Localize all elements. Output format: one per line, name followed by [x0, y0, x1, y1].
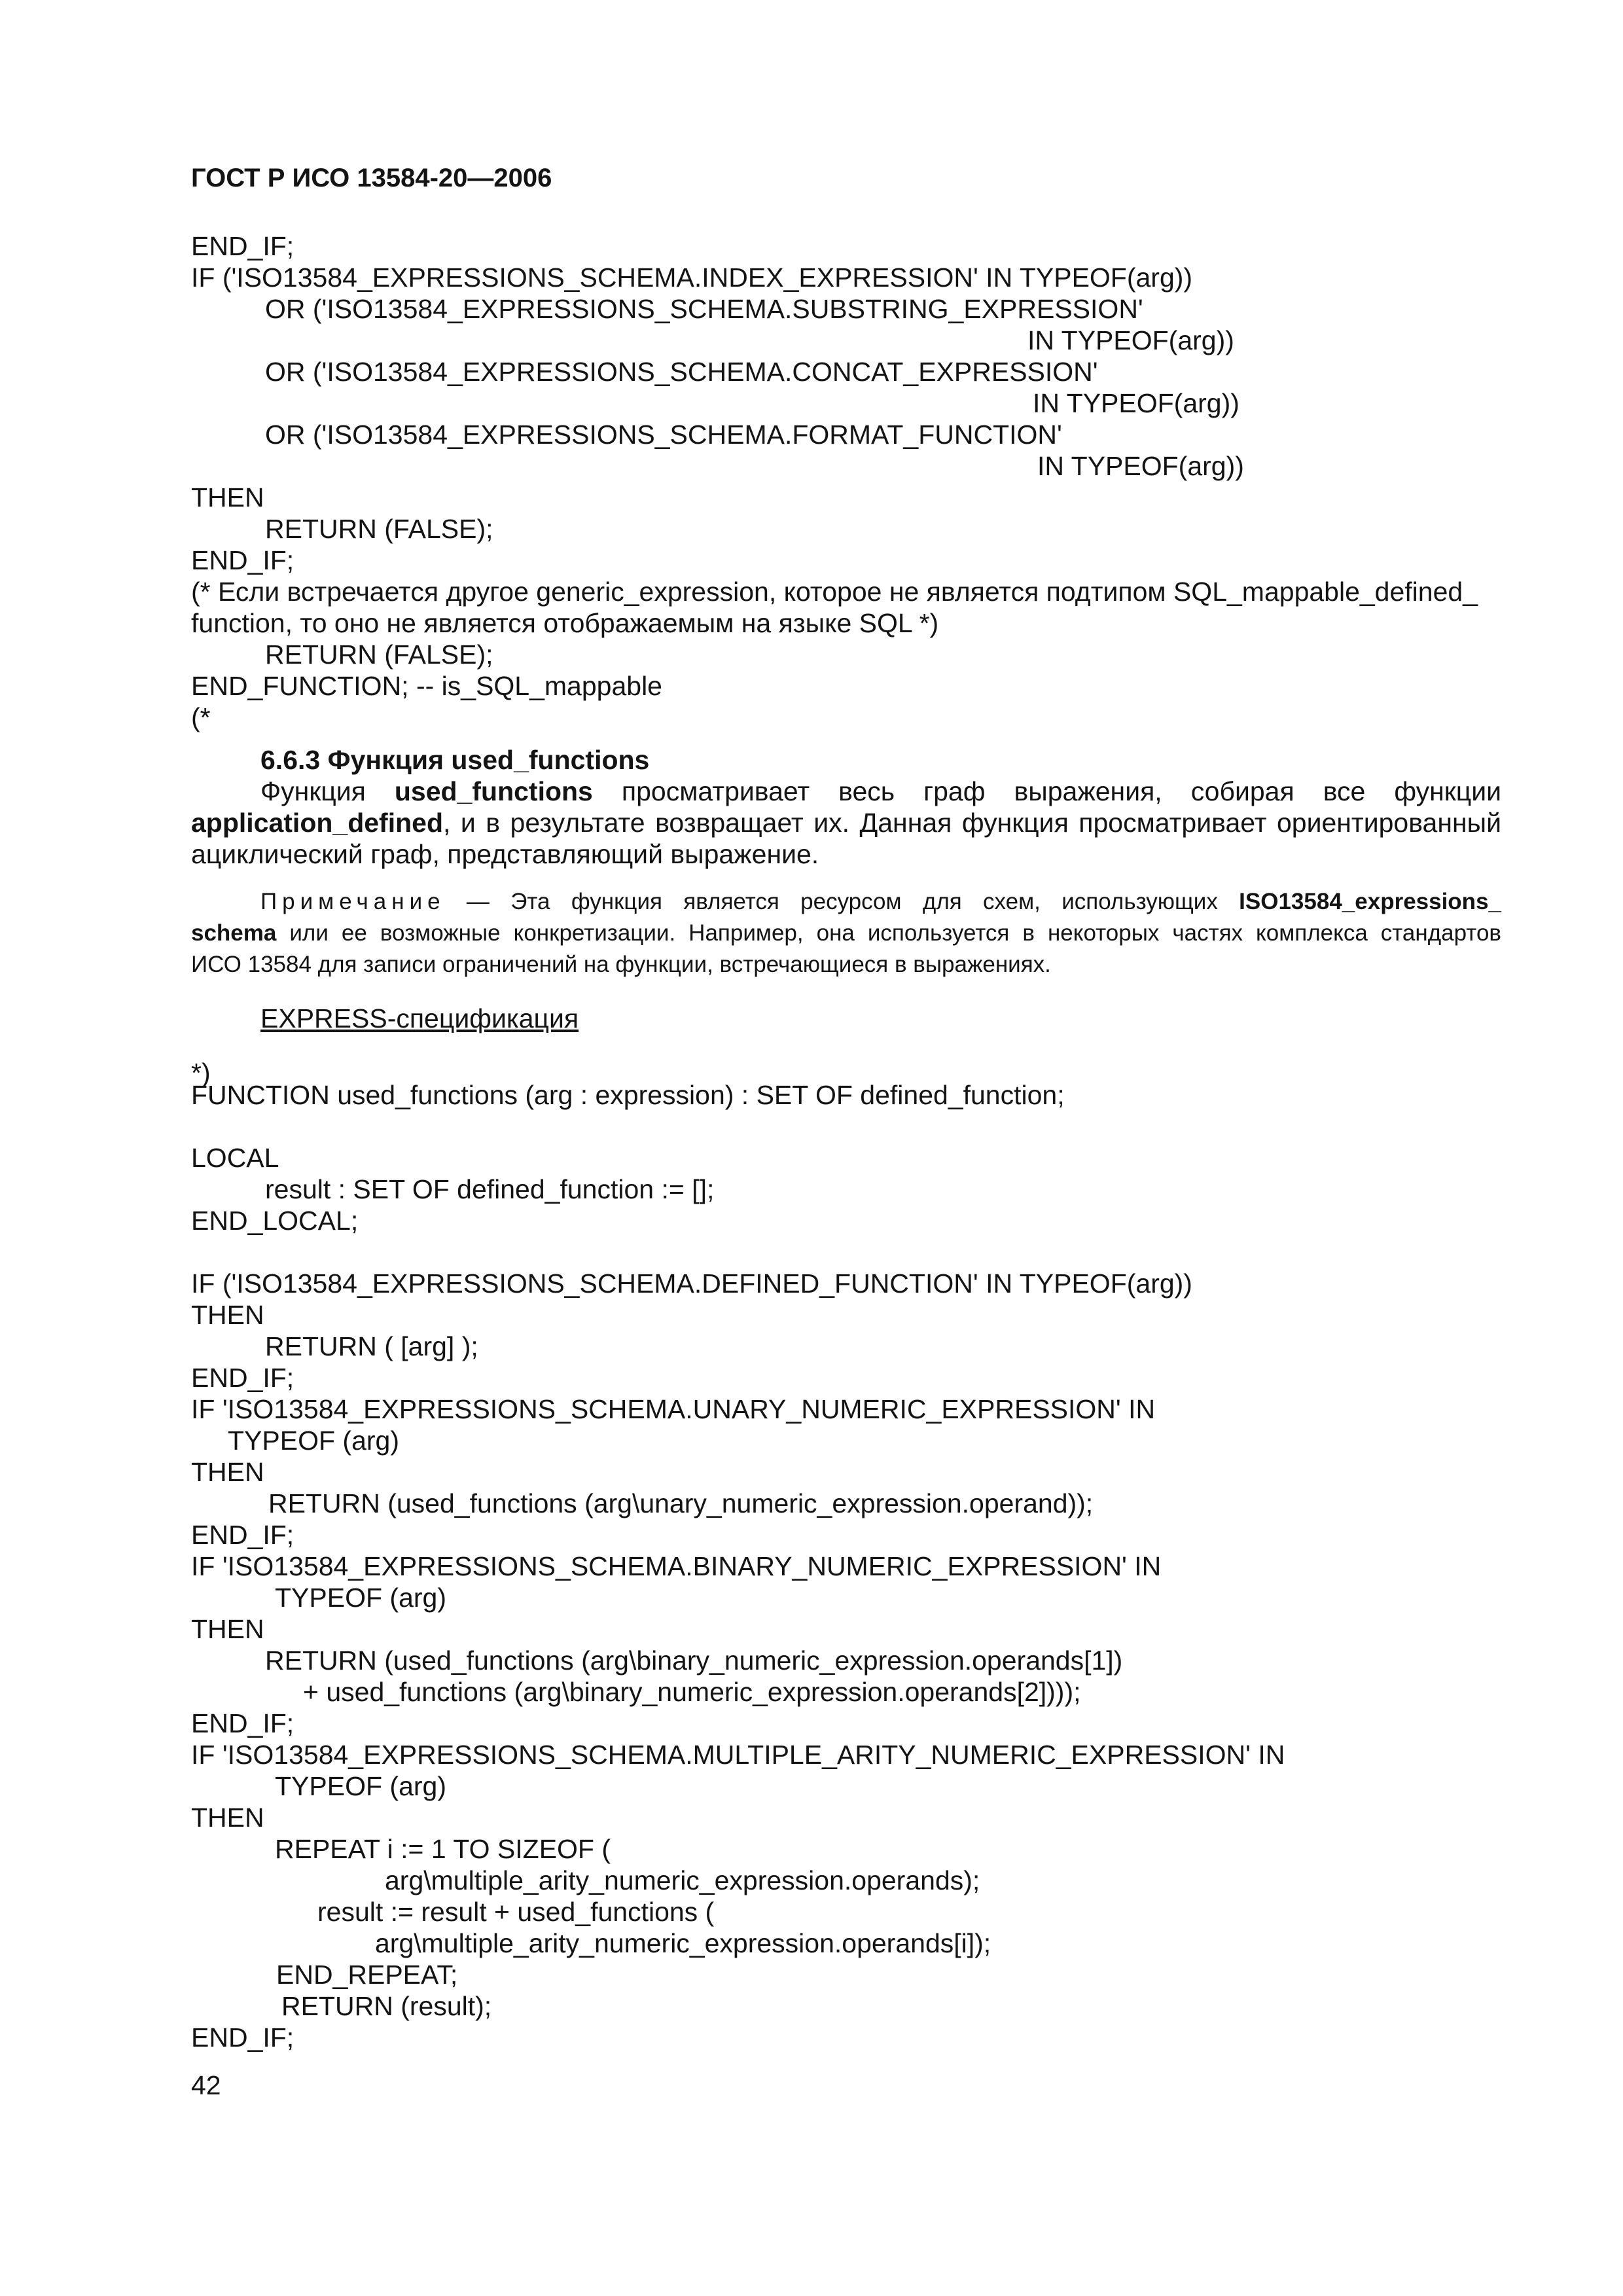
code-line: END_IF; [191, 231, 294, 261]
code-line: TYPEOF (arg) [275, 1771, 446, 1801]
code-line: RETURN (result); [281, 1991, 492, 2021]
code-line: *) [191, 1058, 211, 1088]
code-line: THEN [191, 1300, 264, 1330]
note-line: schema или ее возможные конкретизации. Например, она используется в некоторых частях комплекса стандартов [191, 920, 1501, 946]
code-line: IN TYPEOF(arg)) [1033, 388, 1240, 418]
code-line: arg\multiple_arity_numeric_expression.operands); [385, 1865, 980, 1895]
code-line: THEN [191, 1614, 264, 1644]
code-line: IF ('ISO13584_EXPRESSIONS_SCHEMA.INDEX_EXPRESSION' IN TYPEOF(arg)) [191, 262, 1193, 293]
code-line: END_IF; [191, 1708, 294, 1738]
section-paragraph-line: application_defined, и в результате возвращает их. Данная функция просматривает ориентированный [191, 808, 1501, 838]
note-line: ИСО 13584 для записи ограничений на функции, встречающиеся в выражениях. [191, 952, 1051, 977]
code-line: THEN [191, 1803, 264, 1833]
code-line: END_REPEAT; [276, 1960, 458, 1990]
page-number: 42 [191, 2070, 221, 2100]
code-line: RETURN (FALSE); [265, 639, 493, 670]
code-line: OR ('ISO13584_EXPRESSIONS_SCHEMA.SUBSTRING_EXPRESSION' [265, 294, 1143, 324]
code-line: TYPEOF (arg) [275, 1583, 446, 1613]
code-line: END_IF; [191, 2022, 294, 2053]
code-line: (* [191, 702, 211, 732]
section-paragraph-line: ациклический граф, представляющий выражение. [191, 839, 819, 869]
code-line: END_FUNCTION; -- is_SQL_mappable [191, 671, 662, 701]
code-line: THEN [191, 482, 264, 512]
code-line: END_IF; [191, 545, 294, 575]
code-line: result : SET OF defined_function := []; [265, 1174, 715, 1204]
code-line: THEN [191, 1457, 264, 1487]
code-line: TYPEOF (arg) [228, 1426, 399, 1456]
code-line: OR ('ISO13584_EXPRESSIONS_SCHEMA.FORMAT_FUNCTION' [265, 420, 1062, 450]
code-line: OR ('ISO13584_EXPRESSIONS_SCHEMA.CONCAT_EXPRESSION' [265, 357, 1098, 387]
code-line: REPEAT i := 1 TO SIZEOF ( [275, 1834, 611, 1864]
code-comment-line: (* Если встречается другое generic_expression, которое не является подтипом SQL_mappable_defined_ [191, 577, 1478, 607]
express-spec-label: EXPRESS-спецификация [260, 1003, 579, 1033]
code-line: IF ('ISO13584_EXPRESSIONS_SCHEMA.DEFINED_FUNCTION' IN TYPEOF(arg)) [191, 1268, 1192, 1299]
code-line: IF 'ISO13584_EXPRESSIONS_SCHEMA.UNARY_NUMERIC_EXPRESSION' IN [191, 1394, 1156, 1424]
note-line: Примечание — Эта функция является ресурсом для схем, использующих ISO13584_expressions_ [260, 889, 1501, 914]
code-line: RETURN (FALSE); [265, 514, 493, 544]
document-header: ГОСТ Р ИСО 13584-20—2006 [191, 164, 552, 192]
note-label: Примечание [260, 889, 446, 914]
code-line: LOCAL [191, 1143, 279, 1173]
code-comment-line: function, то оно не является отображаемым на языке SQL *) [191, 608, 939, 638]
code-line: arg\multiple_arity_numeric_expression.operands[i]); [375, 1928, 991, 1958]
code-line: RETURN (used_functions (arg\unary_numeric_expression.operand)); [268, 1488, 1094, 1518]
code-line: END_LOCAL; [191, 1206, 359, 1236]
code-line: FUNCTION used_functions (arg : expression) : SET OF defined_function; [191, 1080, 1065, 1110]
code-line: IN TYPEOF(arg)) [1037, 451, 1244, 481]
code-line: IF 'ISO13584_EXPRESSIONS_SCHEMA.BINARY_NUMERIC_EXPRESSION' IN [191, 1551, 1162, 1581]
code-line: END_IF; [191, 1363, 294, 1393]
code-line: RETURN ( [arg] ); [265, 1331, 478, 1361]
code-line: IF 'ISO13584_EXPRESSIONS_SCHEMA.MULTIPLE_ARITY_NUMERIC_EXPRESSION' IN [191, 1740, 1285, 1770]
code-line: + used_functions (arg\binary_numeric_expression.operands[2]))); [303, 1677, 1081, 1707]
code-line: RETURN (used_functions (arg\binary_numeric_expression.operands[1]) [265, 1645, 1123, 1676]
code-line: result := result + used_functions ( [317, 1897, 715, 1927]
code-line: END_IF; [191, 1520, 294, 1550]
code-line: IN TYPEOF(arg)) [1027, 325, 1234, 355]
section-paragraph-line: Функция used_functions просматривает весь граф выражения, собирая все функции [260, 776, 1502, 806]
section-heading: 6.6.3 Функция used_functions [260, 745, 650, 775]
